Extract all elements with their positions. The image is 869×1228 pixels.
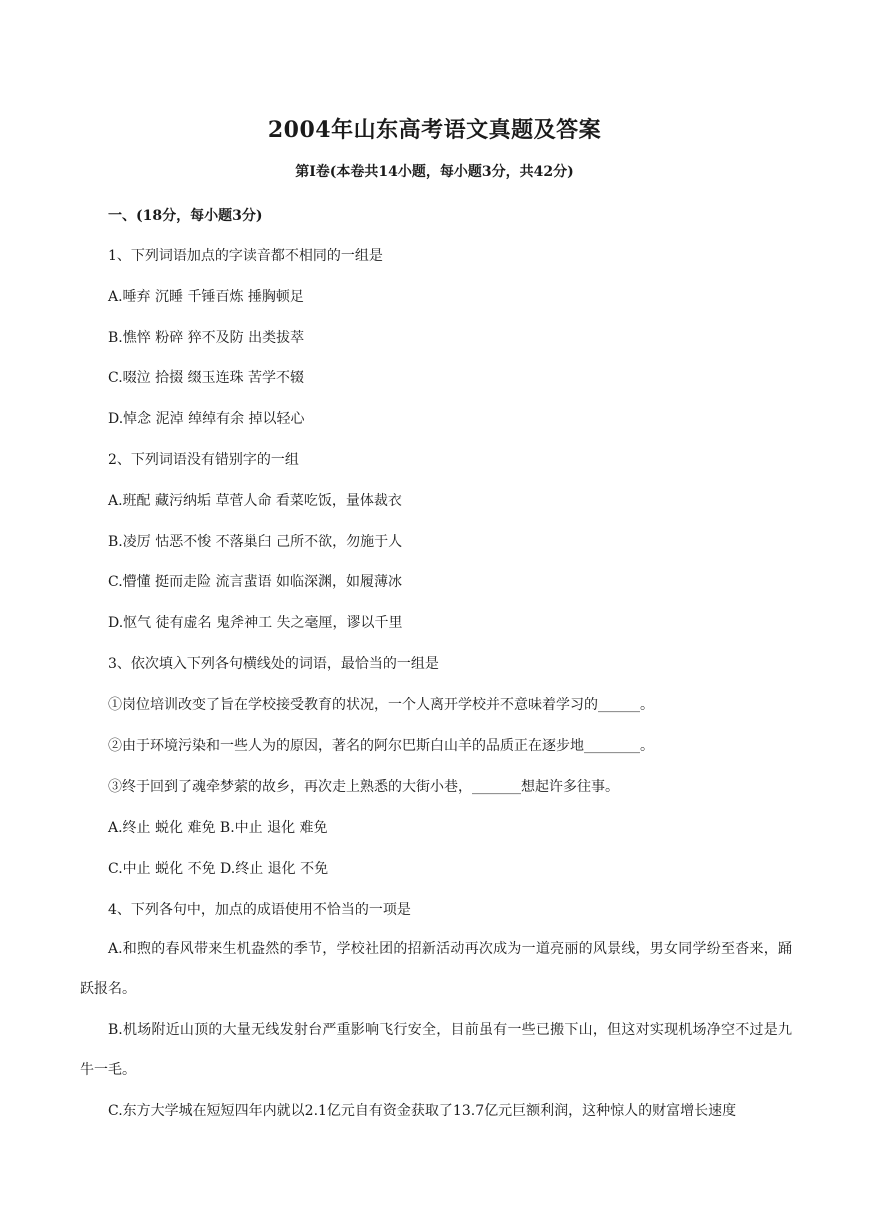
question-3-stem: 3、依次填入下列各句横线处的词语，最恰当的一组是 <box>108 656 439 672</box>
question-2-option-b: B.凌厉 怙恶不悛 不落巢臼 己所不欲，勿施于人 <box>108 534 403 550</box>
page-subtitle: 第Ⅰ卷(本卷共14小题，每小题3分，共42分) <box>295 164 574 180</box>
question-1-option-d: D.悼念 泥淖 绰绰有余 掉以轻心 <box>108 411 305 427</box>
question-4-option-a: A.和煦的春风带来生机盎然的季节，学校社团的招新活动再次成为一道亮丽的风景线，男女同学纷至沓来，踊跃报名。 <box>80 941 792 997</box>
section-heading: 一、(18分，每小题3分) <box>108 208 263 224</box>
question-2-option-c: C.懵懂 挺而走险 流言蜚语 如临深渊，如履薄冰 <box>108 574 403 590</box>
question-3-options-ab: A.终止 蜕化 难免 B.中止 退化 难免 <box>108 820 328 836</box>
question-2-option-d: D.怄气 徒有虚名 鬼斧神工 失之毫厘，谬以千里 <box>108 615 403 631</box>
question-1-stem: 1、下列词语加点的字读音都不相同的一组是 <box>108 248 383 264</box>
question-1-option-c: C.啜泣 拾掇 缀玉连珠 苦学不辍 <box>108 370 305 386</box>
question-4-option-b: B.机场附近山顶的大量无线发射台严重影响飞行安全，目前虽有一些已搬下山，但这对实现机场净空不过是九牛一毛。 <box>80 1022 792 1078</box>
question-1-option-b: B.憔悴 粉碎 猝不及防 出类拔萃 <box>108 330 305 346</box>
question-1-option-a: A.唾弃 沉睡 千锤百炼 捶胸顿足 <box>108 289 304 305</box>
page-title: 2004年山东高考语文真题及答案 <box>267 117 602 143</box>
question-3-sentence-3: ③终于回到了魂牵梦萦的故乡，再次走上熟悉的大街小巷，_______想起许多往事。 <box>108 779 619 795</box>
question-4-stem: 4、下列各句中，加点的成语使用不恰当的一项是 <box>108 902 411 918</box>
question-3-options-cd: C.中止 蜕化 不免 D.终止 退化 不免 <box>108 861 329 877</box>
question-2-stem: 2、下列词语没有错别字的一组 <box>108 452 299 468</box>
question-3-sentence-1: ①岗位培训改变了旨在学校接受教育的状况，一个人离开学校并不意味着学习的______。 <box>108 697 654 713</box>
question-3-sentence-2: ②由于环境污染和一些人为的原因，著名的阿尔巴斯白山羊的品质正在逐步地________。 <box>108 738 654 754</box>
question-4-option-c: C.东方大学城在短短四年内就以2.1亿元自有资金获取了13.7亿元巨额利润，这种惊人的财富增长速度 <box>108 1103 737 1119</box>
question-2-option-a: A.班配 藏污纳垢 草菅人命 看菜吃饭，量体裁衣 <box>108 493 402 509</box>
